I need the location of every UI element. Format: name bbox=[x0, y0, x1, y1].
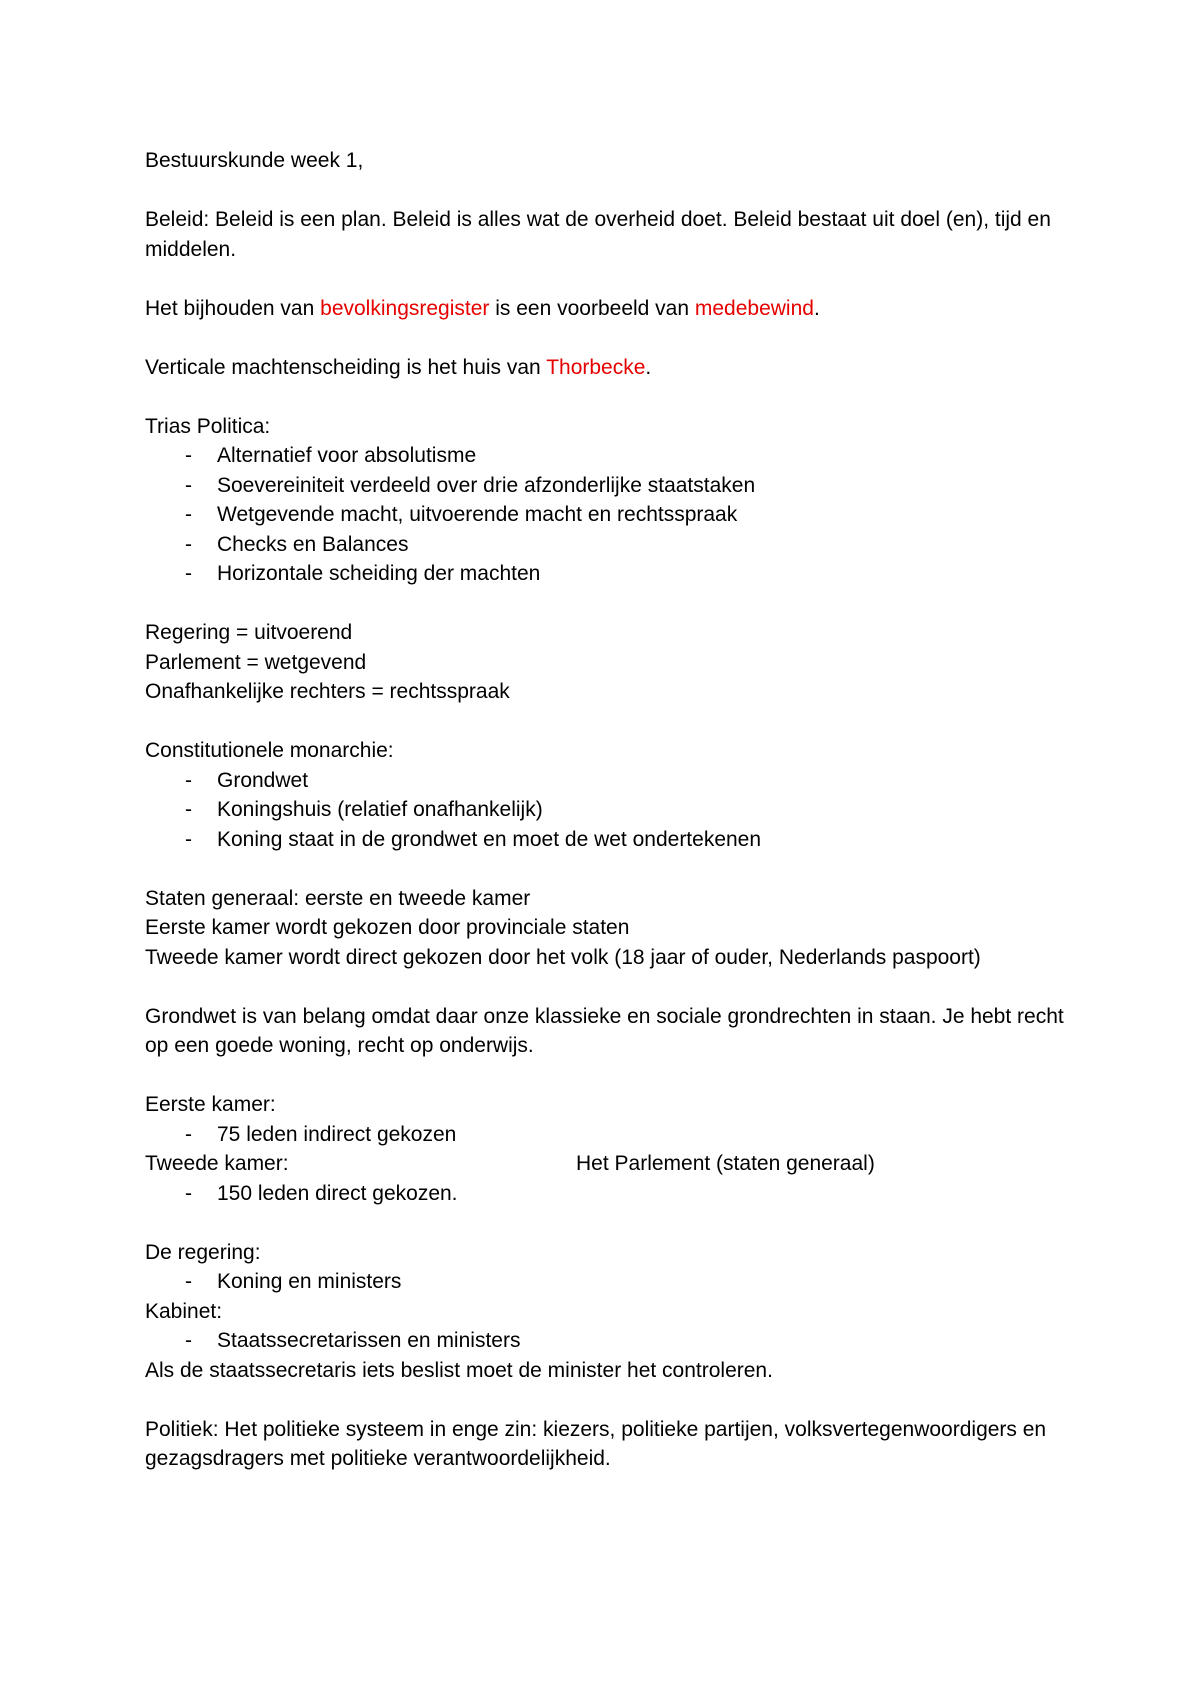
paragraph-beleid: Beleid: Beleid is een plan. Beleid is alles wat de overheid doet. Beleid bestaat uit doel (en), tijd en middelen. bbox=[145, 208, 1057, 261]
paragraph-politiek: Politiek: Het politieke systeem in enge zin: kiezers, politieke partijen, volksvertegenwoordigers en gezagsdragers met politieke verantwoordelijkheid. bbox=[145, 1417, 1052, 1470]
highlight-medebewind: medebewind bbox=[694, 296, 814, 320]
list-item bbox=[145, 441, 1075, 471]
document-title: Bestuurskunde week 1, bbox=[145, 149, 364, 172]
bullet-dash: - bbox=[185, 532, 192, 556]
highlight-bevolkingsregister: bevolkingsregister bbox=[320, 296, 490, 320]
paragraph-bijhouden bbox=[145, 294, 1075, 324]
list-item-text: Wetgevende macht, uitvoerende macht en rechtsspraak bbox=[217, 503, 738, 526]
bullet-dash: - bbox=[185, 827, 192, 851]
staten-line: Eerste kamer wordt gekozen door provinciale staten bbox=[145, 916, 630, 939]
paragraph-grondwet: Grondwet is van belang omdat daar onze klassieke en sociale grondrechten in staan. Je hebt recht op een goede woning, recht op onderwijs. bbox=[145, 1004, 1070, 1057]
tweede-kamer-row bbox=[145, 1149, 1075, 1179]
eerste-kamer-heading: Eerste kamer: bbox=[145, 1093, 276, 1116]
list-item bbox=[145, 766, 1075, 796]
text-segment: . bbox=[813, 296, 820, 320]
list-item bbox=[145, 530, 1075, 560]
list-item bbox=[145, 1120, 1075, 1150]
list-item-text: Koningshuis (relatief onafhankelijk) bbox=[217, 798, 543, 821]
kabinet-heading: Kabinet: bbox=[145, 1299, 223, 1323]
list-item bbox=[145, 500, 1075, 530]
list-item-text: 75 leden indirect gekozen bbox=[217, 1122, 457, 1146]
bullet-dash: - bbox=[185, 473, 192, 497]
list-item-text: Alternatief voor absolutisme bbox=[217, 444, 477, 467]
list-item bbox=[145, 1179, 1075, 1209]
list-item bbox=[145, 559, 1075, 589]
list-item-text: Horizontale scheiding der machten bbox=[217, 562, 541, 585]
list-item-text: Grondwet bbox=[217, 768, 309, 792]
list-item bbox=[145, 471, 1075, 501]
highlight-thorbecke: Thorbecke bbox=[546, 355, 646, 379]
bullet-dash: - bbox=[185, 768, 192, 792]
machten-line: Regering = uitvoerend bbox=[145, 621, 353, 644]
bullet-dash: - bbox=[185, 562, 192, 585]
bullet-dash: - bbox=[185, 503, 192, 526]
staten-line: Staten generaal: eerste en tweede kamer bbox=[145, 886, 531, 910]
list-item-text: 150 leden direct gekozen. bbox=[217, 1181, 458, 1205]
list-item-text: Koning en ministers bbox=[217, 1270, 402, 1293]
list-item-text: Soevereiniteit verdeeld over drie afzonderlijke staatstaken bbox=[217, 473, 756, 497]
text-segment: Het bijhouden van bbox=[145, 296, 321, 320]
regering-heading: De regering: bbox=[145, 1240, 261, 1264]
list-item-text: Koning staat in de grondwet en moet de wet ondertekenen bbox=[217, 827, 762, 851]
parlement-note: Het Parlement (staten generaal) bbox=[576, 1152, 875, 1175]
bullet-dash: - bbox=[185, 1122, 192, 1146]
bullet-dash: - bbox=[185, 1329, 192, 1352]
list-item-text: Checks en Balances bbox=[217, 532, 409, 556]
bullet-dash: - bbox=[185, 1270, 192, 1293]
paragraph-verticale bbox=[145, 353, 1075, 383]
trias-heading: Trias Politica: bbox=[145, 414, 271, 438]
regering-note: Als de staatssecretaris iets beslist moet de minister het controleren. bbox=[145, 1358, 773, 1382]
list-item bbox=[145, 1326, 1075, 1356]
text-segment: . bbox=[645, 355, 652, 379]
monarchie-heading: Constitutionele monarchie: bbox=[145, 739, 394, 762]
bullet-dash: - bbox=[185, 798, 192, 821]
list-item bbox=[145, 795, 1075, 825]
list-item-text: Staatssecretarissen en ministers bbox=[217, 1329, 521, 1352]
tweede-kamer-heading: Tweede kamer: bbox=[145, 1152, 289, 1175]
staten-line: Tweede kamer wordt direct gekozen door het volk (18 jaar of ouder, Nederlands paspoort) bbox=[145, 945, 981, 969]
bullet-dash: - bbox=[185, 444, 192, 467]
text-segment: is een voorbeeld van bbox=[489, 296, 695, 320]
machten-line: Parlement = wetgevend bbox=[145, 650, 367, 674]
list-item bbox=[145, 1267, 1075, 1297]
document-body bbox=[145, 146, 1075, 1474]
text-segment: Verticale machtenscheiding is het huis van bbox=[145, 355, 547, 379]
machten-line: Onafhankelijke rechters = rechtsspraak bbox=[145, 680, 510, 703]
list-item bbox=[145, 825, 1075, 855]
bullet-dash: - bbox=[185, 1181, 192, 1205]
